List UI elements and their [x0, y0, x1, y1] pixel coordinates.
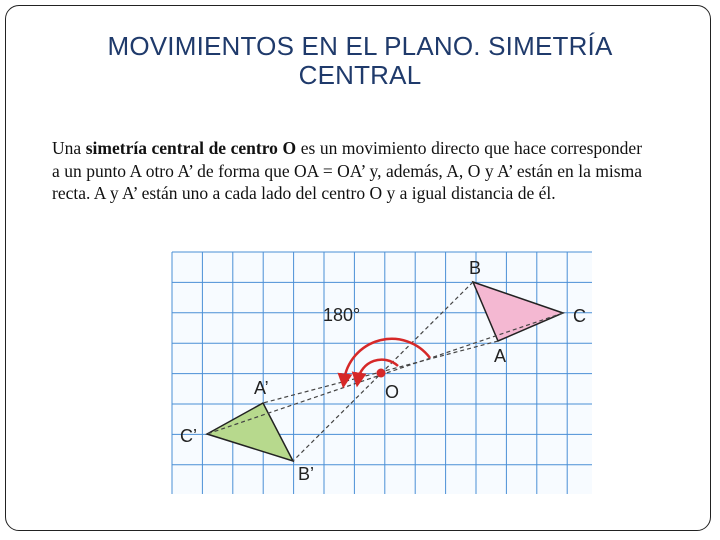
label-c: C	[573, 306, 586, 326]
label-c-prime: C’	[180, 426, 197, 446]
label-o: O	[385, 382, 400, 402]
paragraph-lead: Una	[52, 138, 82, 158]
angle-label: 180°	[323, 305, 361, 325]
center-point-o	[377, 369, 386, 378]
title-line-1: MOVIMIENTOS EN EL PLANO. SIMETRÍA	[107, 31, 613, 61]
label-a-prime: A’	[254, 378, 269, 398]
paragraph-rest: es un movimiento directo que hace corresponder a un punto A otro A’ de forma que OA = OA’ y, además, A, O y A’ están en la misma recta. A y A’ están uno a cada lado del centro O y a igual distancia de él.	[52, 138, 643, 203]
label-a: A	[494, 346, 507, 366]
definition-paragraph	[52, 137, 642, 205]
title-line-2: CENTRAL	[298, 60, 422, 90]
slide-title	[0, 32, 720, 90]
label-b: B	[469, 258, 482, 278]
paragraph-bold-term: simetría central de centro O	[85, 138, 297, 158]
label-b-prime: B’	[298, 464, 315, 484]
central-symmetry-figure	[168, 248, 598, 498]
